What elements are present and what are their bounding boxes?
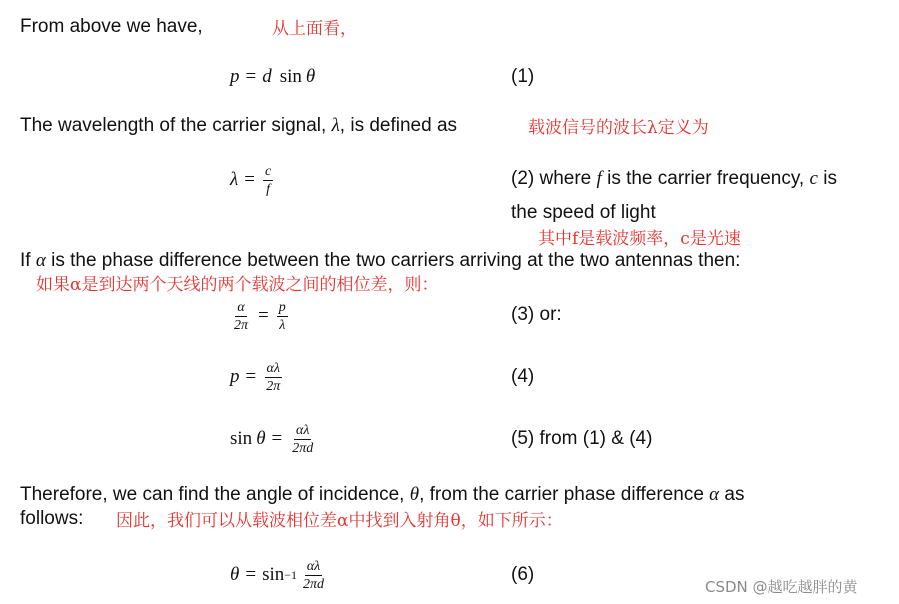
eq4-fraction bbox=[264, 361, 282, 394]
eq3-label: (3) or: bbox=[511, 304, 562, 325]
wavelength-text bbox=[20, 115, 457, 137]
eq6-fraction bbox=[301, 559, 326, 592]
eq4-equals: = bbox=[245, 366, 257, 387]
eq2-f-symbol: f bbox=[596, 168, 602, 189]
eq3-left-numerator: α bbox=[237, 299, 245, 315]
eq6-equals: = bbox=[245, 564, 257, 585]
eq1-d: d bbox=[262, 66, 272, 87]
wavelength-suffix: , is defined as bbox=[339, 115, 458, 136]
equation-3 bbox=[230, 297, 290, 335]
eq6-inverse-superscript: −1 bbox=[284, 567, 298, 582]
therefore-annotation-cn: 因此，我们可以从载波相位差α中找到入射角θ，如下所示： bbox=[116, 511, 563, 531]
eq5-theta: θ bbox=[256, 428, 266, 449]
eq2-equals: = bbox=[244, 169, 255, 190]
eq3-equals: = bbox=[258, 305, 269, 326]
equation-5 bbox=[230, 420, 317, 458]
wavelength-symbol: λ bbox=[331, 115, 340, 136]
therefore-middle: , from the carrier phase difference bbox=[419, 484, 710, 505]
eq2-numerator: c bbox=[264, 163, 272, 179]
therefore-theta-symbol: θ bbox=[409, 484, 420, 505]
eq1-equals: = bbox=[245, 66, 257, 87]
eq6-denominator: 2πd bbox=[303, 576, 325, 592]
eq6-numerator: αλ bbox=[306, 558, 321, 574]
therefore-alpha-symbol: α bbox=[709, 484, 720, 505]
equation-6 bbox=[230, 555, 328, 595]
phase-difference-text bbox=[20, 250, 740, 272]
eq6-label: (6) bbox=[511, 564, 535, 585]
eq2-suffix: is bbox=[817, 168, 837, 189]
eq2-c-symbol: c bbox=[809, 168, 818, 189]
eq5-equals: = bbox=[271, 428, 283, 449]
eq2-denominator: f bbox=[266, 181, 270, 197]
eq2-lhs: λ bbox=[230, 169, 239, 190]
eq3-left-fraction bbox=[232, 300, 250, 333]
eq2-annotation-cn: 其中f是载波频率，c是光速 bbox=[538, 229, 741, 249]
eq1-sin: sin bbox=[279, 66, 302, 87]
if-suffix: is the phase difference between the two carriers arriving at the two antennas then: bbox=[45, 250, 741, 271]
eq3-left-denominator: 2π bbox=[234, 317, 249, 333]
eq6-lhs: θ bbox=[230, 564, 240, 585]
therefore-text bbox=[20, 484, 745, 506]
phase-annotation-cn: 如果α是到达两个天线的两个载波之间的相位差，则： bbox=[36, 275, 439, 295]
eq5-numerator: αλ bbox=[296, 422, 310, 438]
wavelength-prefix: The wavelength of the carrier signal, bbox=[20, 115, 332, 136]
if-prefix: If bbox=[20, 250, 36, 271]
eq1-lhs: p bbox=[230, 66, 240, 87]
intro-text: From above we have, bbox=[20, 16, 203, 37]
wavelength-annotation-cn: 载波信号的波长λ定义为 bbox=[528, 118, 709, 138]
equation-4 bbox=[230, 358, 284, 396]
eq3-right-numerator: p bbox=[278, 299, 286, 315]
eq6-sin: sin bbox=[262, 564, 285, 585]
equation-1 bbox=[230, 64, 315, 90]
therefore-suffix: as bbox=[719, 484, 745, 505]
therefore-prefix: Therefore, we can find the angle of incidence, bbox=[20, 484, 410, 505]
eq4-denominator: 2π bbox=[266, 378, 281, 394]
eq2-fraction bbox=[263, 164, 273, 197]
eq2-prefix: (2) where bbox=[511, 168, 597, 189]
eq1-theta: θ bbox=[305, 66, 316, 87]
eq4-lhs: p bbox=[230, 366, 240, 387]
eq2-description-line2: the speed of light bbox=[511, 202, 656, 223]
eq5-fraction bbox=[290, 423, 315, 456]
eq4-label: (4) bbox=[511, 366, 535, 387]
intro-annotation-cn: 从上面看， bbox=[272, 19, 357, 39]
eq2-middle: is the carrier frequency, bbox=[601, 168, 810, 189]
watermark: CSDN @越吃越胖的黄 bbox=[705, 578, 858, 596]
eq2-description bbox=[511, 168, 837, 190]
follows-text: follows: bbox=[20, 508, 84, 529]
eq3-right-fraction bbox=[277, 300, 288, 333]
eq4-numerator: αλ bbox=[266, 360, 280, 376]
eq5-denominator: 2πd bbox=[292, 440, 314, 456]
eq1-label: (1) bbox=[511, 66, 535, 87]
if-alpha-symbol: α bbox=[35, 250, 46, 271]
eq5-sin: sin bbox=[230, 428, 253, 449]
equation-2 bbox=[230, 162, 275, 198]
eq3-right-denominator: λ bbox=[279, 317, 286, 333]
eq5-label: (5) from (1) & (4) bbox=[511, 428, 653, 449]
